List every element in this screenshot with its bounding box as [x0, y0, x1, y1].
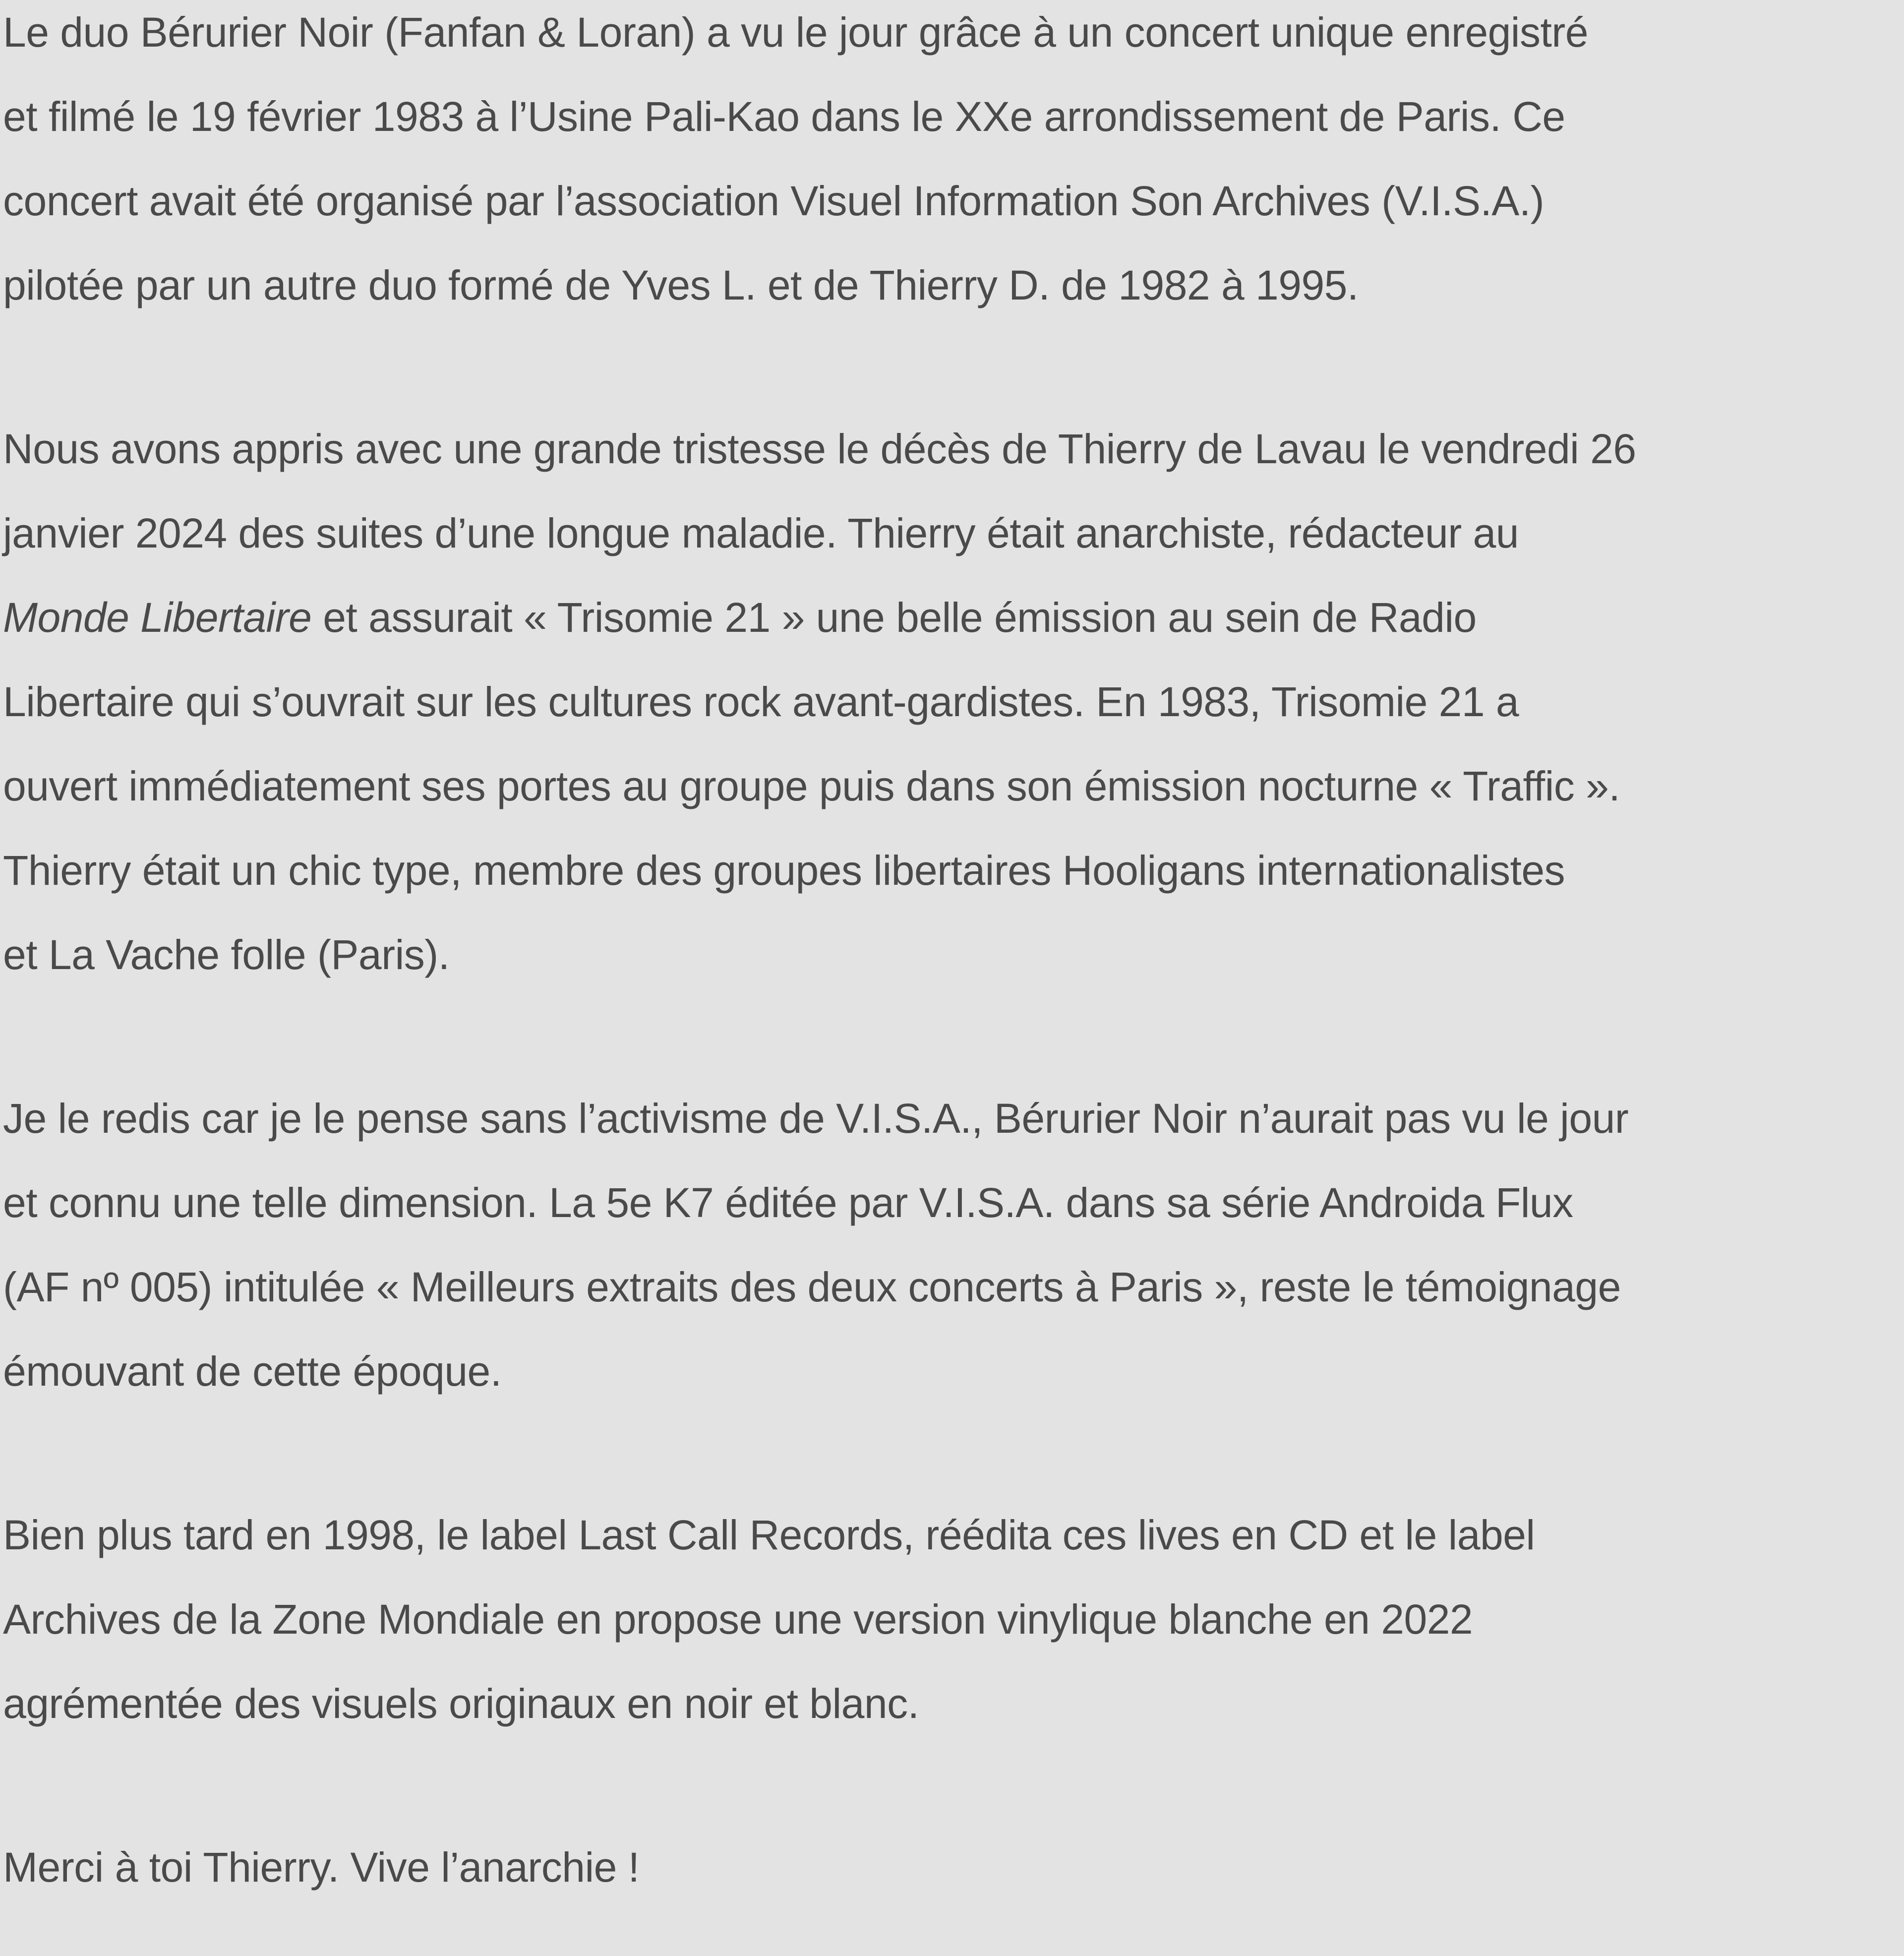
text-line: Thierry était un chic type, membre des groupes libertaires Hooligans internationalistes [3, 847, 1565, 894]
paragraph-gap [3, 1413, 1902, 1493]
text-line: émouvant de cette époque. [3, 1348, 502, 1395]
text-line: agrémentée des visuels originaux en noir et blanc. [3, 1680, 919, 1727]
text-line: janvier 2024 des suites d’une longue maladie. Thierry était anarchiste, rédacteur au [3, 510, 1519, 556]
text-line: pilotée par un autre duo formé de Yves L. et de Thierry D. de 1982 à 1995. [3, 262, 1359, 308]
text-line: Nous avons appris avec une grande tristesse le décès de Thierry de Lavau le vendredi 26 [3, 426, 1636, 472]
text-line: (AF nº 005) intitulée « Meilleurs extraits des deux concerts à Paris », reste le témoignage [3, 1264, 1621, 1310]
publication-title: Monde Libertaire [3, 594, 312, 641]
paragraph-origin [3, 0, 1902, 327]
text-line: et filmé le 19 février 1983 à l’Usine Pali-Kao dans le XXe arrondissement de Paris. Ce [3, 93, 1565, 140]
text-line [3, 575, 1902, 660]
text-line: et connu une telle dimension. La 5e K7 éditée par V.I.S.A. dans sa série Androida Flux [3, 1179, 1573, 1226]
text-line: Archives de la Zone Mondiale en propose une version vinylique blanche en 2022 [3, 1596, 1473, 1643]
paragraph-reissue [3, 1493, 1902, 1746]
paragraph-gap [3, 327, 1902, 407]
text-segment: et assurait « Trisomie 21 » une belle émission au sein de Radio [311, 594, 1477, 641]
text-line: ouvert immédiatement ses portes au groupe puis dans son émission nocturne « Traffic ». [3, 763, 1620, 809]
paragraph-closing [3, 1825, 1902, 1909]
paragraph-gap [3, 1746, 1902, 1825]
text-line: concert avait été organisé par l’association Visuel Information Son Archives (V.I.S.A.) [3, 178, 1545, 224]
text-line: Le duo Bérurier Noir (Fanfan & Loran) a vu le jour grâce à un concert unique enregistré [3, 9, 1588, 56]
text-line: Je le redis car je le pense sans l’activisme de V.I.S.A., Bérurier Noir n’aurait pas vu le jour [3, 1095, 1629, 1142]
text-line: Bien plus tard en 1998, le label Last Call Records, réédita ces lives en CD et le label [3, 1512, 1535, 1558]
paragraph-tribute [3, 407, 1902, 997]
paragraph-gap [3, 997, 1902, 1076]
text-line: Merci à toi Thierry. Vive l’anarchie ! [3, 1844, 640, 1891]
article-text [3, 0, 1902, 1909]
paragraph-visa [3, 1076, 1902, 1413]
text-line: Libertaire qui s’ouvrait sur les cultures rock avant-gardistes. En 1983, Trisomie 21 a [3, 678, 1519, 725]
text-line: et La Vache folle (Paris). [3, 931, 450, 978]
